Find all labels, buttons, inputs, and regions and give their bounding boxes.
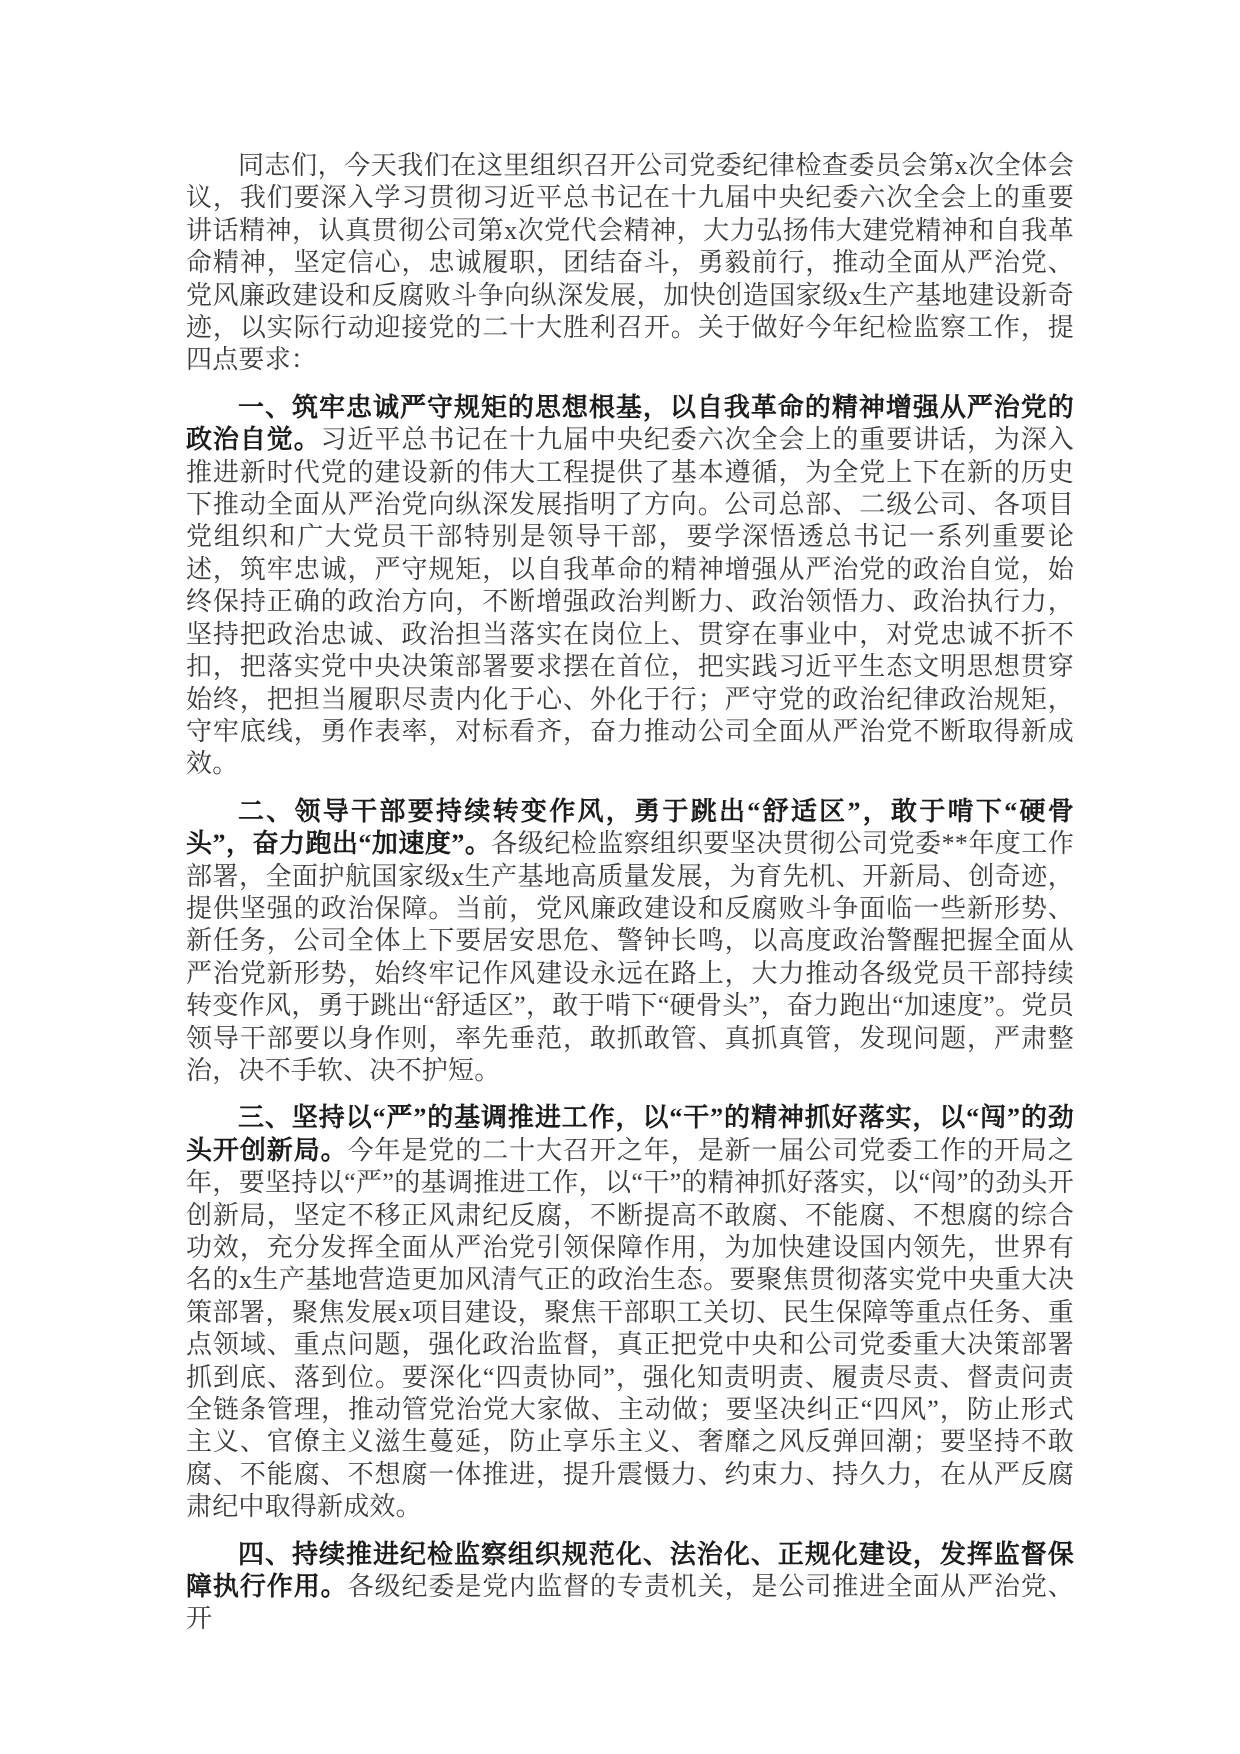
section-2-heading: 二、领导干部要持续转变作风，勇于跳出“舒适区”，敢于啃下“硬骨头”，奋力跑出“加速度”。	[186, 796, 1074, 859]
document-body	[186, 150, 1074, 1636]
section-4-heading: 四、持续推进纪检监察组织规范化、法治化、正规化建设，发挥监督保障执行作用。	[186, 1539, 1074, 1602]
section-1-text: 习近平总书记在十九届中央纪委六次全会上的重要讲话，为深入推进新时代党的建设新的伟大工程提供了基本遵循，为全党上下在新的历史下推动全面从严治党向纵深发展指明了方向。公司总部、二级公司、各项目党组织和广大党员干部特别是领导干部，要学深悟透总书记一系列重要论述，筑牢忠诚，严守规矩，以自我革命的精神增强从严治党的政治自觉，始终保持正确的政治方向，不断增强政治判断力、政治领悟力、政治执行力，坚持把政治忠诚、政治担当落实在岗位上、贯穿在事业中，对党忠诚不折不扣，把落实党中央决策部署要求摆在首位，把实践习近平生态文明思想贯穿始终，把担当履职尽责内化于心、外化于行；严守党的政治纪律政治规矩，守牢底线，勇作表率，对标看齐，奋力推动公司全面从严治党不断取得新成效。	[186, 425, 1074, 779]
paragraph-section-2	[186, 796, 1074, 1088]
section-1-heading: 一、筑牢忠诚严守规矩的思想根基，以自我革命的精神增强从严治党的政治自觉。	[186, 392, 1074, 455]
section-3-text: 今年是党的二十大召开之年，是新一届公司党委工作的开局之年，要坚持以“严”的基调推进工作，以“干”的精神抓好落实，以“闯”的劲头开创新局，坚定不移正风肃纪反腐，不断提高不敢腐、不能腐、不想腐的综合功效，充分发挥全面从严治党引领保障作用，为加快建设国内领先，世界有名的x生产基地营造更加风清气正的政治生态。要聚焦贯彻落实党中央重大决策部署，聚焦发展x项目建设，聚焦干部职工关切、民生保障等重点任务、重点领域、重点问题，强化政治监督，真正把党中央和公司党委重大决策部署抓到底、落到位。要深化“四责协同”，强化知责明责、履责尽责、督责问责全链条管理，推动管党治党大家做、主动做；要坚决纠正“四风”，防止形式主义、官僚主义滋生蔓延，防止享乐主义、奢靡之风反弹回潮；要坚持不敢腐、不能腐、不想腐一体推进，提升震慑力、约束力、持久力，在从严反腐肃纪中取得新成效。	[186, 1135, 1074, 1522]
section-3-heading: 三、坚持以“严”的基调推进工作，以“干”的精神抓好落实，以“闯”的劲头开创新局。	[186, 1103, 1074, 1165]
section-4-text: 各级纪委是党内监督的专责机关，是公司推进全面从严治党、开	[186, 1572, 1074, 1634]
paragraph-section-3	[186, 1102, 1074, 1523]
paragraph-section-4	[186, 1539, 1074, 1636]
paragraph-intro-text: 同志们，今天我们在这里组织召开公司党委纪律检查委员会第x次全体会议，我们要深入学习贯彻习近平总书记在十九届中央纪委六次全会上的重要讲话精神，认真贯彻公司第x次党代会精神，大力弘扬伟大建党精神和自我革命精神，坚定信心，忠诚履职，团结奋斗，勇毅前行，推动全面从严治党、党风廉政建设和反腐败斗争向纵深发展，加快创造国家级x生产基地建设新奇迹，以实际行动迎接党的二十大胜利召开。关于做好今年纪检监察工作，提四点要求：	[186, 151, 1074, 375]
paragraph-intro	[186, 150, 1074, 377]
paragraph-section-1	[186, 392, 1074, 781]
section-2-text: 各级纪检监察组织要坚决贯彻公司党委**年度工作部署，全面护航国家级x生产基地高质量发展，为育先机、开新局、创奇迹，提供坚强的政治保障。当前，党风廉政建设和反腐败斗争面临一些新形势、新任务，公司全体上下要居安思危、警钟长鸣，以高度政治警醒把握全面从严治党新形势，始终牢记作风建设永远在路上，大力推动各级党员干部持续转变作风，勇于跳出“舒适区”，敢于啃下“硬骨头”，奋力跑出“加速度”。党员领导干部要以身作则，率先垂范，敢抓敢管、真抓真管，发现问题，严肃整治，决不手软、决不护短。	[186, 829, 1074, 1085]
